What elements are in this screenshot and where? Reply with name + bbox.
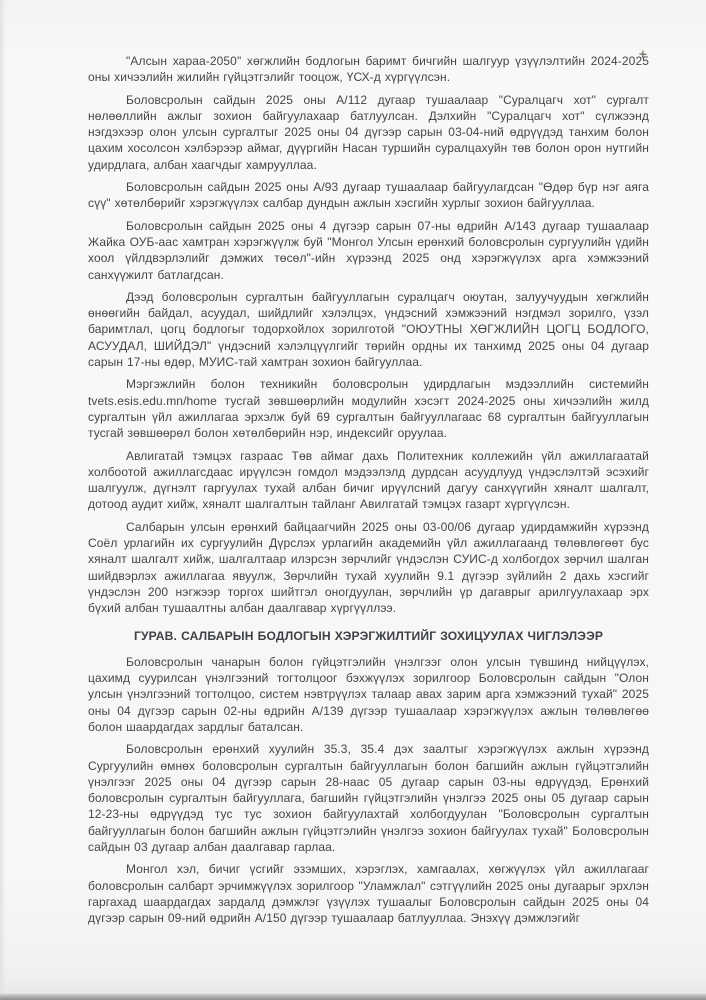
- paragraph: Боловсролын сайдын 2025 оны А/112 дугаар тушаалаар "Суралцагч хот" сургалт нөлөөллийн ажлыг зохион байгуулахаар батлуулсан. Дэлхийн "Суралцагч хот" сүлжээнд нэгдэхээр олон улсын сургалтыг 2025 оны 04 дүгээр сарын 03-04-ний өдрүүдэд танхим болон цахим хосолсон хэлбэрээр аймаг, дүүргийн Насан туршийн суралцахуйн төв болон орон нутгийн удирдлага, албан хаагчдыг хамрууллаа.: [88, 92, 649, 172]
- paragraph: Дээд боловсролын сургалтын байгууллагын суралцагч оюутан, залуучуудын хөгжлийн өнөөгийн байдал, асуудал, шийдлийг хэлэлцэх, үндэсний хэмжээний нэгдмэл зорилго, үзэл баримтлал, цогц бодлогыг тодорхойлох зорилготой "ОЮУТНЫ ХӨГЖЛИЙН ЦОГЦ БОДЛОГО, АСУУДАЛ, ШИЙДЭЛ" үндэсний хэлэлцүүлгийг төрийн ордны их танхимд 2025 оны 04 дугаар сарын 17-ны өдөр, МУИС-тай хамтран зохион байгууллаа.: [88, 289, 649, 370]
- paragraph: Монгол хэл, бичиг үсгийг эзэмших, хэрэглэх, хамгаалах, хөгжүүлэх үйл ажиллагааг боловсролын салбарт эрчимжүүлэх зорилгоор "Уламжлал" сэтгүүлийн 2025 оны дугаарыг эрхлэн гаргахад шаардагдах зардалд дэмжлэг үзүүлэх тушаалыг Боловсролын сайдын 2025 оны 04 дүгээр сарын 09-ний өдрийн А/150 дүгээр тушаалаар батлууллаа. Энэхүү дэмжлэгийг: [88, 862, 649, 926]
- stray-ink-mark: [638, 48, 648, 59]
- paragraph: "Алсын хараа-2050" хөгжлийн бодлогын баримт бичгийн шалгуур үзүүлэлтийн 2024-2025 оны хичээлийн жилийн гүйцэтгэлийг тооцож, ҮСХ-д хүргүүлсэн.: [88, 54, 649, 85]
- paragraph: Боловсролын сайдын 2025 оны А/93 дугаар тушаалаар байгуулагдсан "Өдөр бүр нэг аяга сүү" хөтөлбөрийг хэрэгжүүлэх салбар дундын ажлын хэсгийн хурлыг зохион байгууллаа.: [88, 180, 649, 211]
- document-text-column: [88, 53, 649, 933]
- scan-bottom-edge-shadow: [0, 993, 706, 1000]
- paragraph: Боловсролын чанарын болон гүйцэтгэлийн үнэлгээг олон улсын түвшинд нийцүүлэх, цахимд суурилсан үнэлгээний тогтолцоог бэхжүүлэх зорилгоор Боловсролын сайдын "Олон улсын үнэлгээний тогтолцоо, систем нэвтрүүлэх талаар авах зарим арга хэмжээний тухай" 2025 оны 04 дүгээр сарын 02-ны өдрийн А/139 дүгээр тушаалаар хэрэгжүүлэх ажлын төлөвлөгөө болон шаардагдах зардлыг баталсан.: [88, 654, 649, 734]
- section-heading: ГУРАВ. САЛБАРЫН БОДЛОГЫН ХЭРЭГЖИЛТИЙГ ЗОХИЦУУЛАХ ЧИГЛЭЛЭЭР: [133, 628, 604, 643]
- paragraph: Салбарын улсын ерөнхий байцаагчийн 2025 оны 03-00/06 дугаар удирдамжийн хүрээнд Соёл урлагийн их сургуулийн Дүрслэх урлагийн академийн үйл ажиллагаанд төлөвлөгөөт бус хяналт шалгалт хийж, шалгалтаар илэрсэн зөрчлийг үндэслэн СУИС-д холбогдох зөрчил шалган шийдвэрлэх ажиллагаа явуулж, Зөрчлийн тухай хуулийн 9.1 дүгээр зүйлийн 2 дахь хэсгийг үндэслэн 200 нэгжээр торгох шийтгэл оногдуулан, зөрчлийн үр дагаврыг арилгуулахаар эрх бүхий албан тушаалтны албан даалгавар хүргүүллээ.: [88, 519, 649, 616]
- paragraph: Боловсролын сайдын 2025 оны 4 дүгээр сарын 07-ны өдрийн А/143 дугаар тушаалаар Жайка ОУБ-аас хамтран хэрэгжүүлж буй "Монгол Улсын ерөнхий боловсролын сургуулийн үдийн хоол үйлдвэрлэлийг дэмжих төсөл"-ийн хүрээнд 2025 онд хэрэгжүүлэх арга хэмжээний санхүүжилт батлагдсан.: [88, 218, 649, 282]
- paragraph: Боловсролын ерөнхий хуулийн 35.3, 35.4 дэх заалтыг хэрэгжүүлэх ажлын хүрээнд Сургуулийн өмнөх боловсролын сургалтын байгууллагын болон багшийн ажлын гүйцэтгэлийн үнэлгээг 2025 оны 04 дүгээр сарын 28-наас 05 дугаар сарын 03-ны өдрүүдэд, Ерөнхий боловсролын сургалтын байгууллага, багшийн гүйцэтгэлийн үнэлгээ 2025 оны 05 дугаар сарын 12-23-ны өдрүүдэд тус тус зохион байгуулахтай холбогдуулан "Боловсролын сургалтын байгууллагын болон багшийн ажлын гүйцэтгэлийн үнэлгээ зохион байгуулах тухай" Боловсролын сайдын 03 дугаар албан даалгавар гарлаа.: [88, 742, 649, 855]
- paragraph: Мэргэжлийн болон техникийн боловсролын удирдлагын мэдээллийн системийн tvets.esis.edu.mn/home тусгай зөвшөөрлийн модулийн хэсэгт 2024-2025 оны хичээлийн жилд сургалтын үйл ажиллагаа эрхэлж буй 69 сургалтын байгууллагаас 68 сургалтын байгууллагын тусгай зөвшөөрөл болон хөтөлбөрийн нэр, индексийг оруулаа.: [88, 377, 649, 441]
- paragraph: Авлигатай тэмцэх газраас Төв аймаг дахь Политехник коллежийн үйл ажиллагаатай холбоотой ажиллагсдаас ирүүлсэн гомдол мэдээлэлд дурдсан асуудлууд үндэслэлтэй эсэхийг шалгуулж, дүгнэлт гаргуулах тухай албан бичиг ирүүлсний дагуу санхүүгийн хяналт шалгалт, дотоод аудит хийж, хяналт шалгалтын тайланг Авилгатай тэмцэх газарт хүргүүлсэн.: [88, 448, 649, 512]
- scan-left-edge-shading: [0, 0, 6, 1000]
